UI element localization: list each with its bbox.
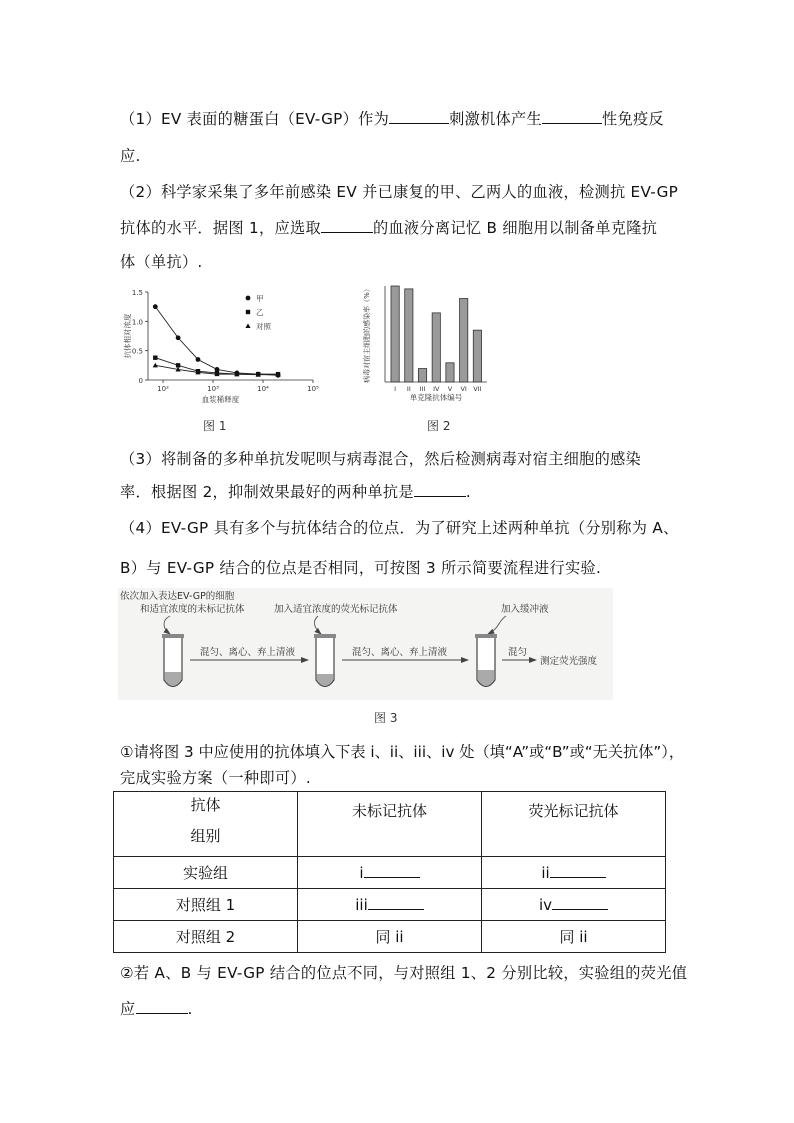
cell-iv: iv bbox=[482, 889, 666, 921]
figure-1-caption: 图 1 bbox=[203, 419, 227, 433]
step3-label: 加入缓冲液 bbox=[501, 604, 549, 615]
header-fluorescent: 荧光标记抗体 bbox=[482, 792, 666, 857]
x-tick-label: VI bbox=[460, 385, 467, 393]
figure-3-caption: 图 3 bbox=[374, 711, 398, 725]
q2-line2 bbox=[120, 217, 657, 238]
row-label: 实验组 bbox=[114, 857, 298, 889]
x-tick-label: VII bbox=[473, 385, 482, 393]
data-point bbox=[176, 335, 181, 340]
x-tick-label: V bbox=[447, 385, 453, 393]
figure-2 bbox=[355, 278, 495, 413]
x-tick-label: 10³ bbox=[207, 385, 219, 393]
q4b-text-b: . bbox=[187, 1000, 193, 1018]
figure-2-caption: 图 2 bbox=[427, 419, 451, 433]
x-tick-label: 10⁵ bbox=[307, 385, 319, 393]
legend-marker bbox=[246, 296, 251, 301]
bar bbox=[473, 330, 481, 382]
q1-text-c: 性免疫反 bbox=[602, 110, 664, 128]
figure-1 bbox=[118, 284, 328, 404]
arrow-1-label: 混匀、离心、弃上清液 bbox=[200, 647, 296, 658]
corner-bottom: 组别 bbox=[190, 827, 221, 845]
cell-iii: iii bbox=[298, 889, 482, 921]
q2-blank bbox=[321, 219, 373, 233]
data-point bbox=[153, 356, 157, 360]
table-corner bbox=[114, 792, 298, 857]
step2-label: 加入适宜浓度的荧光标记抗体 bbox=[274, 604, 398, 615]
y-tick-label: 1.5 bbox=[131, 289, 143, 297]
q3-text-a: 率．根据图 2，抑制效果最好的两种单抗是 bbox=[120, 483, 414, 501]
test-tube-1 bbox=[162, 634, 184, 687]
q4-line2: B）与 EV-GP 结合的位点是否相同，可按图 3 所示简要流程进行实验. bbox=[120, 559, 602, 577]
result-label: 测定荧光强度 bbox=[540, 656, 598, 667]
bar bbox=[405, 289, 413, 382]
q1-blank-2 bbox=[542, 110, 602, 124]
legend-marker bbox=[245, 323, 250, 328]
x-tick-label: 10⁴ bbox=[257, 385, 269, 393]
y-tick-label: 0.5 bbox=[131, 347, 143, 356]
legend-marker bbox=[246, 310, 250, 314]
bar bbox=[432, 313, 440, 382]
x-tick-label: II bbox=[406, 385, 411, 393]
data-point bbox=[196, 357, 201, 362]
table-row bbox=[114, 921, 666, 953]
row-label: 对照组 2 bbox=[114, 921, 298, 953]
y-tick-label: 1.0 bbox=[131, 318, 143, 327]
legend-label: 甲 bbox=[256, 294, 264, 303]
step1-label-2: 和适宜浓度的未标记抗体 bbox=[140, 604, 245, 615]
figure-3 bbox=[118, 588, 613, 700]
q2-text-a: 抗体的水平．据图 1，应选取 bbox=[120, 219, 321, 237]
q4b-text-a: 应 bbox=[120, 1000, 136, 1018]
x-tick-label: 10² bbox=[157, 385, 169, 393]
legend-label: 对照 bbox=[256, 322, 271, 331]
test-tube-3 bbox=[475, 634, 497, 687]
q4b-line1: ②若 A、B 与 EV-GP 结合的位点不同，与对照组 1、2 分别比较，实验组的荧光值 bbox=[120, 964, 688, 982]
q2-line1: （2）科学家采集了多年前感染 EV 并已康复的甲、乙两人的血液，检测抗 EV-GP bbox=[120, 183, 679, 201]
cell-i: i bbox=[298, 857, 482, 889]
test-tube-2 bbox=[314, 634, 336, 687]
arrow-3-label: 混匀 bbox=[508, 647, 528, 658]
bar bbox=[418, 369, 426, 382]
q4a-line1: ①请将图 3 中应使用的抗体填入下表 i、ii、iii、iv 处（填“A”或“B”或“无关抗体”）， bbox=[120, 743, 685, 761]
figure-2-chart bbox=[355, 278, 495, 413]
cell-ii: ii bbox=[482, 857, 666, 889]
q4-line1: （4）EV-GP 具有多个与抗体结合的位点．为了研究上述两种单抗（分别称为 A、 bbox=[120, 519, 679, 537]
q3-text-b: . bbox=[465, 483, 472, 501]
legend-label: 乙 bbox=[256, 308, 264, 317]
x-axis-label: 单克隆抗体编号 bbox=[409, 393, 463, 402]
x-axis-label: 血浆稀释度 bbox=[201, 395, 240, 404]
y-axis-label: 抗体相对浓度 bbox=[123, 313, 132, 359]
table-row bbox=[114, 889, 666, 921]
q2-text-b: 的血液分离记忆 B 细胞用以制备单克隆抗 bbox=[372, 219, 658, 237]
q4b-blank bbox=[136, 1000, 188, 1014]
figure-1-chart bbox=[118, 284, 328, 404]
y-axis-label: 病毒对宿主细胞的感染率（%） bbox=[363, 285, 371, 383]
header-unlabeled: 未标记抗体 bbox=[298, 792, 482, 857]
x-tick-label: III bbox=[419, 385, 426, 393]
q3-blank bbox=[414, 483, 466, 497]
step1-label-1: 依次加入表达EV-GP的细胞 bbox=[120, 591, 235, 602]
experiment-table bbox=[113, 791, 666, 953]
q1-line1 bbox=[120, 108, 664, 129]
q3-line2 bbox=[120, 481, 471, 502]
q1-blank-1 bbox=[389, 110, 449, 124]
arrow-2-label: 混匀、离心、弃上清液 bbox=[352, 647, 448, 658]
bar bbox=[460, 298, 468, 382]
q1-line2: 应. bbox=[120, 147, 141, 165]
cell-control2-unlabeled: 同 ii bbox=[298, 921, 482, 953]
table-row bbox=[114, 857, 666, 889]
q2-line3: 体（单抗）. bbox=[120, 253, 203, 271]
x-tick-label: IV bbox=[433, 385, 440, 393]
y-tick-label: 0 bbox=[138, 377, 143, 385]
corner-top: 抗体 bbox=[190, 796, 221, 814]
q4a-line2: 完成实验方案（一种即可）. bbox=[120, 769, 311, 787]
x-tick-label: I bbox=[394, 385, 397, 393]
bar bbox=[391, 286, 399, 382]
data-point bbox=[153, 304, 158, 309]
q4b-line2 bbox=[120, 998, 193, 1019]
bar bbox=[446, 363, 454, 382]
q1-text-a: （1）EV 表面的糖蛋白（EV-GP）作为 bbox=[120, 110, 390, 128]
q1-text-b: 刺激机体产生 bbox=[449, 110, 543, 128]
figure-3-diagram bbox=[118, 588, 613, 700]
q3-line1: （3）将制备的多种单抗发呢呗与病毒混合，然后检测病毒对宿主细胞的感染 bbox=[120, 450, 642, 468]
data-point bbox=[153, 363, 158, 368]
cell-control2-fluorescent: 同 ii bbox=[482, 921, 666, 953]
row-label: 对照组 1 bbox=[114, 889, 298, 921]
